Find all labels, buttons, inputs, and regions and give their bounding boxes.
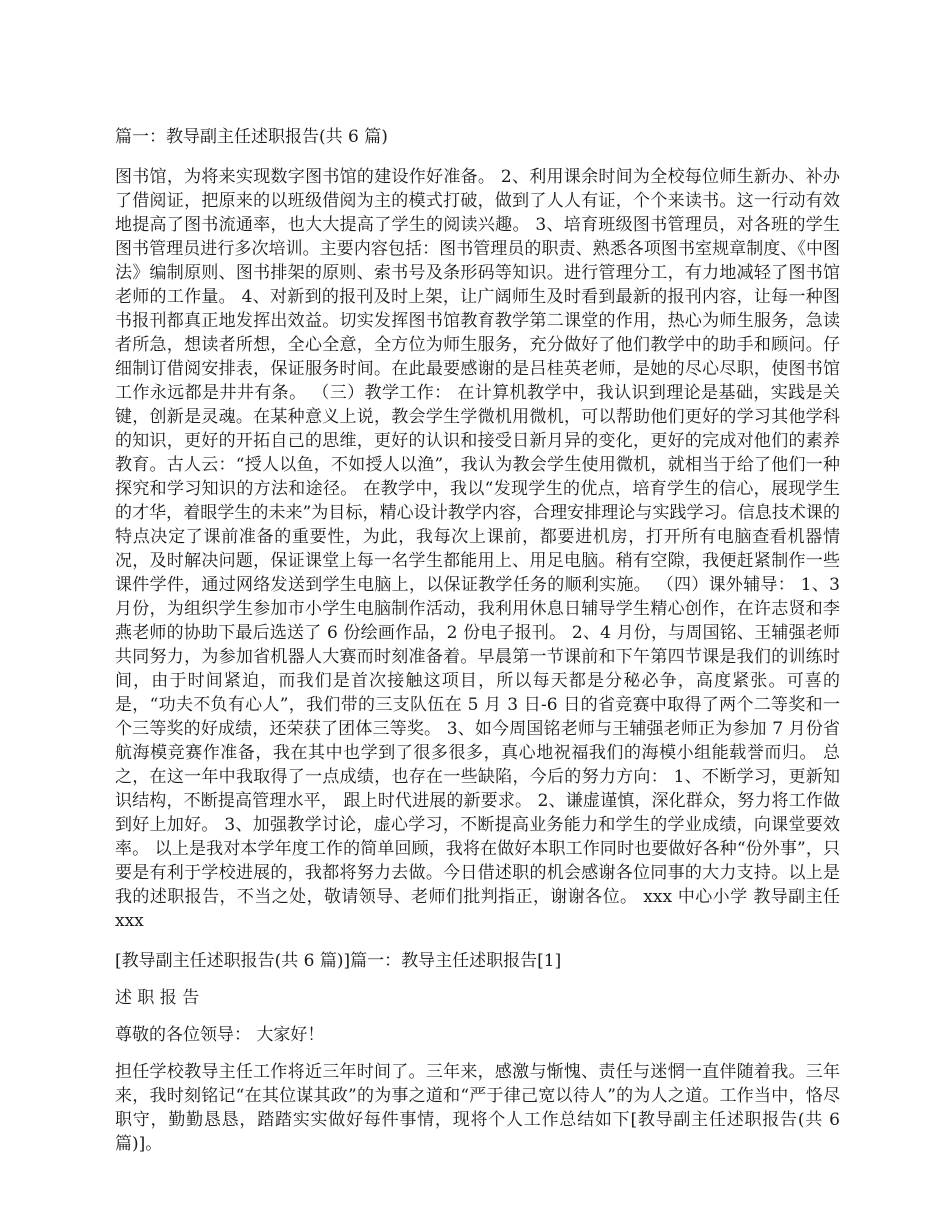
document-title: 篇一：教导副主任述职报告(共 6 篇) (115, 127, 388, 147)
body-paragraph: 图书馆，为将来实现数字图书馆的建设作好准备。 2、利用课余时间为全校每位师生新办、补办了借阅证，把原来的以班级借阅为主的模式打破，做到了人人有证，个个来读书。这一行动有效地提高了图书流通率，也大大提高了学生的阅读兴趣。 3、培育班级图书管理员，对各班的学生图书管理员进行多次培训。主要内容包括：图书管理员的职责、熟悉各项图书室规章制度、《中图法》编制原则、图书排架的原则、索书号及条形码等知识。进行管理分工，有力地减轻了图书馆老师的工作量。 4、对新到的报刊及时上架，让广阔师生及时看到最新的报刊内容，让每一种图书报刊都真正地发挥出效益。切实发挥图书馆教育教学第二课堂的作用，热心为师生服务，急读者所急，想读者所想，全心全意，全方位为师生服务，充分做好了他们教学中的助手和顾问。仔细制订借阅安排表，保证服务时间。在此最要感谢的是吕桂英老师，是她的尽心尽职，使图书馆工作永远都是井井有条。 （三）教学工作： 在计算机教学中，我认识到理论是基础，实践是关键，创新是灵魂。在某种意义上说，教会学生学微机用微机，可以帮助他们更好的学习其他学科的知识，更好的开拓自己的思维，更好的认识和接受日新月异的变化，更好的完成对他们的素养教育。古人云：“授人以鱼，不如授人以渔”，我认为教会学生使用微机，就相当于给了他们一种探究和学习知识的方法和途径。 在教学中，我以“发现学生的优点，培育学生的信心，展现学生的才华，着眼学生的未来”为目标，精心设计教学内容，合理安排理论与实践学习。信息技术课的特点决定了课前准备的重要性，为此，我每次上课前，都要进机房，打开所有电脑查看机器情况，及时解决问题，保证课堂上每一名学生都能用上、用足电脑。稍有空隙，我便赶紧制作一些课件学件，通过网络发送到学生电脑上，以保证教学任务的顺利实施。 （四）课外辅导： 1、3 月份，为组织学生参加市小学生电脑制作活动，我利用休息日辅导学生精心创作，在许志贤和李燕老师的协助下最后选送了 6 份绘画作品，2 份电子报刊。 2、4 月份，与周国铭、王辅强老师共同努力，为参加省机器人大赛而时刻准备着。早晨第一节课前和下午第四节课是我们的训练时间，由于时间紧迫，而我们是首次接触这项目，所以每天都是分秘必争，高度紧张。可喜的是，“功夫不负有心人”，我们带的三支队伍在 5 月 3 日-6 日的省竞赛中取得了两个二等奖和一个三等奖的好成绩，还荣获了团体三等奖。 3、如今周国铭老师与王辅强老师正为参加 7 月份省航海模竞赛作准备，我在其中也学到了很多很多，真心地祝福我们的海模小组能载誉而归。 总之，在这一年中我取得了一点成绩，也存在一些缺陷，今后的努力方向： 1、不断学习，更新知识结构，不断提高管理水平， 跟上时代进展的新要求。 2、谦虚谨慎，深化群众，努力将工作做到好上加好。 3、加强教学讨论，虚心学习，不断提高业务能力和学生的学业成绩，向课堂要效率。 以上是我对本学年度工作的简单回顾，我将在做好本职工作同时也要做好各种“份外事”，只要是有利于学校进展的，我都将努力去做。今日借述职的机会感谢各位同事的大力支持。以上是我的述职报告，不当之处，敬请领导、老师们批判指正，谢谢各位。 xxx 中心小学 教导副主任 xxx (115, 167, 840, 931)
closing-paragraph: 担任学校教导主任工作将近三年时间了。三年来，感激与惭愧、责任与迷惘一直伴随着我。三年来，我时刻铭记“在其位谋其政”的为事之道和“严于律己宽以待人”的为人之道。工作当中，恪尽职守，勤勤恳恳，踏踏实实做好每件事情，现将个人工作总结如下[教导副主任述职报告(共 6 篇)]。 (115, 1062, 840, 1154)
greeting: 尊敬的各位领导： 大家好！ (115, 1025, 325, 1045)
link-line: [教导副主任述职报告(共 6 篇)]篇一：教导主任述职报告[1] (115, 951, 562, 971)
report-heading: 述 职 报 告 (115, 988, 200, 1008)
document-page (115, 125, 840, 1169)
